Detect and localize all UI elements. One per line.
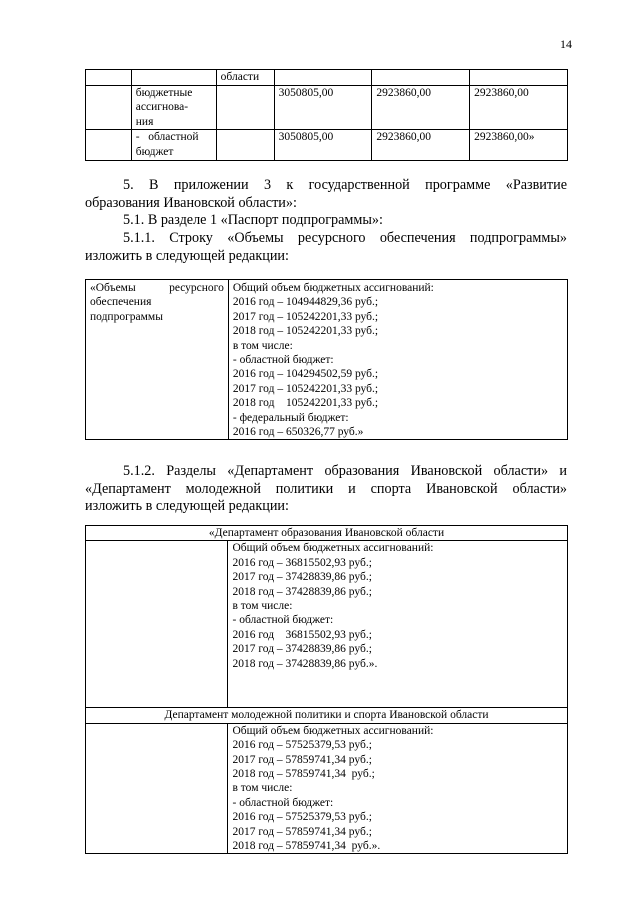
table-row [86, 85, 568, 130]
paragraph-5-1-2: 5.1.2. Разделы «Департамент образования Ивановской области» и «Департамент молодежной политики и спорта Ивановской области» изложить в следующей редакции: [85, 463, 567, 514]
table-cell: 2923860,00 [470, 85, 568, 130]
funding-details: Общий объем бюджетных ассигнований: 2016 год – 104944829,36 руб.; 2017 год – 105242201,33 руб.; 2018 год – 105242201,33 руб.; в том числе: - областной бюджет: 2016 год – 104294502,59 руб.; 2017 год – 105242201,33 руб.; 2018 год 105242201,33 руб.; - федеральный бюджет: 2016 год – 650326,77 руб.» [228, 280, 567, 440]
row-label: «Объемы ресурсного обеспечения подпрограммы [86, 280, 229, 440]
table-row [86, 130, 568, 160]
departments-table [85, 525, 568, 854]
resource-provision-table [85, 279, 568, 440]
table-cell: 2923860,00» [470, 130, 568, 160]
row-label: - областной бюджет [131, 130, 216, 160]
row-label: бюджетные ассигнова- ния [131, 85, 216, 130]
table-cell: 2923860,00 [372, 85, 470, 130]
table-cell: 3050805,00 [274, 130, 372, 160]
page-number: 14 [560, 37, 572, 51]
section-title: «Департамент образования Ивановской области [86, 526, 568, 541]
table-row [86, 526, 568, 541]
funding-details: Общий объем бюджетных ассигнований: 2016 год – 36815502,93 руб.; 2017 год – 37428839,86 руб.; 2018 год – 37428839,86 руб.; в том числе: - областной бюджет: 2016 год 36815502,93 руб.; 2017 год – 37428839,86 руб.; 2018 год – 37428839,86 руб.». [228, 541, 568, 708]
table-row [86, 70, 568, 86]
table-row [86, 708, 568, 723]
table-cell: 2923860,00 [372, 130, 470, 160]
funding-table-fragment [85, 69, 568, 161]
section-title: Департамент молодежной политики и спорта Ивановской области [86, 708, 568, 723]
paragraph-5: 5. В приложении 3 к государственной программе «Развитие образования Ивановской области»: [85, 177, 567, 211]
table-row [86, 541, 568, 708]
paragraph-5-1: 5.1. В разделе 1 «Паспорт подпрограммы»: [123, 212, 383, 228]
table-cell: области [216, 70, 274, 86]
table-row [86, 280, 568, 440]
table-cell: 3050805,00 [274, 85, 372, 130]
funding-details: Общий объем бюджетных ассигнований: 2016 год – 57525379,53 руб.; 2017 год – 57859741,34 руб.; 2018 год – 57859741,34 руб.; в том числе: - областной бюджет: 2016 год – 57525379,53 руб.; 2017 год – 57859741,34 руб.; 2018 год – 57859741,34 руб.». [228, 723, 568, 854]
paragraph-5-1-1: 5.1.1. Строку «Объемы ресурсного обеспечения подпрограммы» изложить в следующей редакции: [85, 230, 567, 264]
table-row [86, 723, 568, 854]
